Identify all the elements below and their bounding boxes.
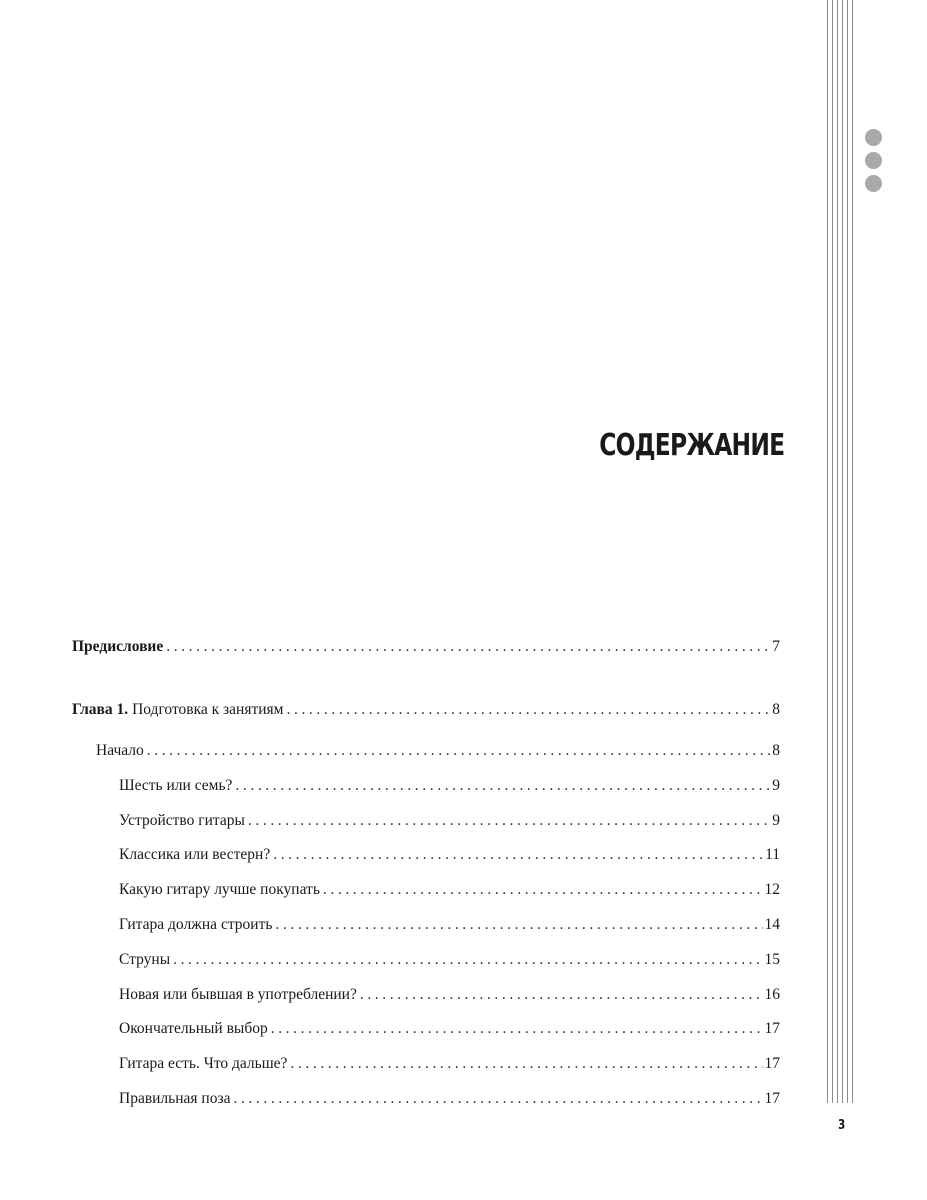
- dot-leader: [248, 810, 770, 832]
- toc-entry-page: 17: [764, 1055, 780, 1072]
- toc-entry-label: Правильная поза: [119, 1090, 231, 1107]
- toc-entry-page: 8: [772, 701, 780, 718]
- dot-leader: [275, 914, 762, 936]
- toc-entry-label: Окончательный выбор: [119, 1020, 268, 1037]
- toc-entry-page: 17: [764, 1090, 780, 1107]
- toc-entry-label: Подготовка к занятиям: [128, 701, 284, 718]
- toc-entry-label: Новая или бывшая в употреблении?: [119, 986, 357, 1003]
- toc-entry[interactable]: [119, 1018, 780, 1040]
- toc-entry[interactable]: [119, 775, 780, 797]
- toc-entry-page: 12: [764, 881, 780, 898]
- dot-leader: [235, 775, 770, 797]
- toc-entry-label: Какую гитару лучше покупать: [119, 881, 320, 898]
- toc-entry-label: Гитара должна строить: [119, 916, 273, 933]
- toc-entry-label: Классика или вестерн?: [119, 846, 271, 863]
- dot-leader: [166, 636, 770, 658]
- guitar-strings-decoration: [827, 0, 857, 1103]
- dot-marker: [865, 152, 882, 169]
- toc-entry[interactable]: [72, 699, 780, 721]
- toc-entry-page: 8: [772, 742, 780, 759]
- toc-entry-page: 7: [772, 638, 780, 655]
- toc-entry[interactable]: [119, 914, 780, 936]
- dot-leader: [147, 740, 771, 762]
- dot-leader: [271, 1018, 763, 1040]
- dot-leader: [360, 984, 763, 1006]
- toc-entry[interactable]: [119, 810, 780, 832]
- dot-leader: [290, 1053, 762, 1075]
- toc-entry-label: Устройство гитары: [119, 812, 245, 829]
- dot-marker: [865, 175, 882, 192]
- toc-entry-label: Струны: [119, 951, 171, 968]
- toc-entry[interactable]: [119, 1053, 780, 1075]
- toc-entry-page: 9: [772, 777, 780, 794]
- toc-entry-page: 16: [764, 986, 780, 1003]
- page-title: СОДЕРЖАНИЕ: [598, 428, 784, 463]
- page-number: 3: [838, 1118, 846, 1133]
- toc-entry-label: Начало: [96, 742, 144, 759]
- toc-entry[interactable]: [72, 636, 780, 658]
- dot-marker: [865, 129, 882, 146]
- toc-entry-page: 17: [764, 1020, 780, 1037]
- dot-leader: [323, 879, 763, 901]
- toc-entry-page: 11: [765, 846, 780, 863]
- toc-entry-page: 15: [764, 951, 780, 968]
- toc-entry[interactable]: [119, 1088, 780, 1110]
- toc-entry[interactable]: [119, 984, 780, 1006]
- dot-leader: [233, 1088, 762, 1110]
- dot-leader: [273, 844, 763, 866]
- fret-dots-decoration: [865, 129, 882, 198]
- toc-entry-page: 14: [764, 916, 780, 933]
- toc-entry[interactable]: [119, 949, 780, 971]
- toc-entry[interactable]: [119, 844, 780, 866]
- dot-leader: [173, 949, 762, 971]
- toc-entry-prefix: Глава 1.: [72, 701, 129, 718]
- toc-entry[interactable]: [96, 740, 780, 762]
- dot-leader: [287, 699, 771, 721]
- toc-entry[interactable]: [119, 879, 780, 901]
- toc-entry-prefix: Предисловие: [72, 638, 164, 655]
- toc-entry-label: Гитара есть. Что дальше?: [119, 1055, 288, 1072]
- toc-entry-label: Шесть или семь?: [119, 777, 233, 794]
- toc-entry-page: 9: [772, 812, 780, 829]
